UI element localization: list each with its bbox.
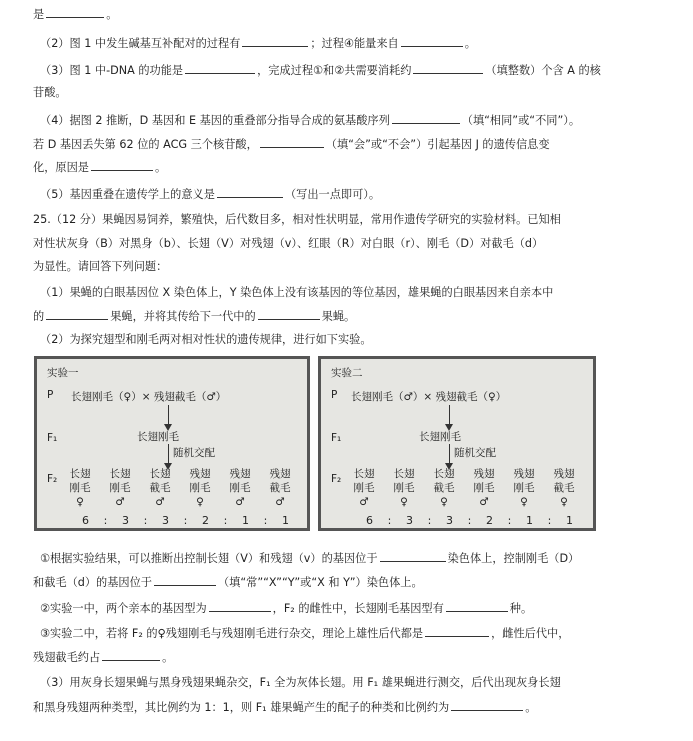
ratio-separator: : <box>547 514 553 527</box>
f2-phenotype-column <box>431 467 457 509</box>
text-line: 残翅截毛约占 。 <box>33 651 174 664</box>
sex-symbol: ♀ <box>400 496 408 508</box>
trait-label: 截毛 <box>553 482 575 494</box>
f2-phenotype-column <box>351 467 377 509</box>
answer-blank[interactable] <box>413 62 483 74</box>
text-line: ①根据实验结果，可以推断出控制长翅（V）和残翅（v）的基因位于 染色体上，控制刚毛（D） <box>40 552 580 565</box>
panel-title: 实验二 <box>331 367 363 379</box>
trait-label: 刚毛 <box>393 482 415 494</box>
text-line: （2）图 1 中发生碱基互补配对的过程有 ；过程④能量来自 。 <box>40 37 476 50</box>
row-label-f1: F₁ <box>331 432 342 444</box>
sex-symbol: ♀ <box>520 496 528 508</box>
text-line: （5）基因重叠在遗传学上的意义是 （写出一点即可）。 <box>40 188 381 201</box>
sex-symbol: ♂ <box>479 496 489 508</box>
answer-blank[interactable] <box>260 136 324 148</box>
f1-phenotype: 长翅刚毛 <box>137 431 179 443</box>
trait-label: 长翅 <box>353 468 375 480</box>
ratio-separator: : <box>103 514 109 527</box>
mating-label: 随机交配 <box>454 447 496 459</box>
f2-phenotype-column <box>147 467 173 509</box>
down-arrow-icon <box>168 405 169 425</box>
row-label-p: P <box>47 389 54 401</box>
ratio-value: 3 <box>406 514 414 527</box>
ratio-separator: : <box>263 514 269 527</box>
ratio-value: 1 <box>526 514 534 527</box>
f2-phenotype-column <box>551 467 577 509</box>
f2-phenotype-column <box>471 467 497 509</box>
ratio-value: 1 <box>282 514 290 527</box>
trait-label: 长翅 <box>109 468 131 480</box>
answer-blank[interactable] <box>91 159 153 171</box>
text-line: 和截毛（d）的基因位于 （填“常”“X”“Y”或“X 和 Y”）染色体上。 <box>33 576 423 589</box>
ratio-separator: : <box>143 514 149 527</box>
answer-blank[interactable] <box>102 649 160 661</box>
trait-label: 刚毛 <box>513 482 535 494</box>
text-line: 为显性。请回答下列问题： <box>33 260 168 273</box>
answer-blank[interactable] <box>242 35 308 47</box>
row-label-f2: F₂ <box>47 473 58 485</box>
experiment-2-panel <box>318 356 596 531</box>
ratio-value: 1 <box>242 514 250 527</box>
down-arrow-icon <box>168 444 169 464</box>
f2-phenotype-column <box>511 467 537 509</box>
answer-blank[interactable] <box>154 574 216 586</box>
experiment-1-panel <box>34 356 310 531</box>
trait-label: 残翅 <box>269 468 291 480</box>
text-line: ②实验一中，两个亲本的基因型为 ，F₂ 的雌性中，长翅刚毛基因型有 种。 <box>40 602 533 615</box>
ratio-value: 3 <box>122 514 130 527</box>
answer-blank[interactable] <box>258 308 320 320</box>
trait-label: 残翅 <box>229 468 251 480</box>
sex-symbol: ♂ <box>115 496 125 508</box>
answer-blank[interactable] <box>401 35 463 47</box>
mating-label: 随机交配 <box>173 447 215 459</box>
ratio-value: 2 <box>202 514 210 527</box>
parent-cross: 长翅刚毛（♂）× 残翅截毛（♀） <box>351 391 507 403</box>
f2-phenotype-column <box>187 467 213 509</box>
text-line: （3）图 1 中-DNA 的功能是 ，完成过程①和②共需要消耗约 （填整数）个含 A 的核 <box>40 64 601 77</box>
ratio-separator: : <box>427 514 433 527</box>
ratio-separator: : <box>467 514 473 527</box>
down-arrow-icon <box>449 405 450 425</box>
text-line: （2）为探究翅型和刚毛两对相对性状的遗传规律，进行如下实验。 <box>40 333 372 346</box>
f2-phenotype-column <box>267 467 293 509</box>
trait-label: 刚毛 <box>109 482 131 494</box>
f2-phenotype-column <box>67 467 93 509</box>
trait-label: 残翅 <box>189 468 211 480</box>
trait-label: 长翅 <box>433 468 455 480</box>
answer-blank[interactable] <box>380 550 446 562</box>
answer-blank[interactable] <box>451 699 523 711</box>
trait-label: 截毛 <box>149 482 171 494</box>
down-arrow-icon <box>449 444 450 464</box>
ratio-value: 2 <box>486 514 494 527</box>
trait-label: 刚毛 <box>189 482 211 494</box>
f2-phenotype-column <box>107 467 133 509</box>
trait-label: 刚毛 <box>69 482 91 494</box>
trait-label: 残翅 <box>473 468 495 480</box>
row-label-f2: F₂ <box>331 473 342 485</box>
answer-blank[interactable] <box>185 62 255 74</box>
text-line: ③实验二中，若将 F₂ 的♀残翅刚毛与残翅刚毛进行杂交，理论上雄性后代都是 ，雌性后代中， <box>40 627 570 640</box>
ratio-separator: : <box>387 514 393 527</box>
f2-phenotype-column <box>391 467 417 509</box>
row-label-p: P <box>331 389 338 401</box>
trait-label: 刚毛 <box>473 482 495 494</box>
text-line: （3）用灰身长翅果蝇与黑身残翅果蝇杂交，F₁ 全为灰体长翅。用 F₁ 雄果蝇进行测交，后代出现灰身长翅 <box>40 676 561 689</box>
trait-label: 截毛 <box>269 482 291 494</box>
f2-ratio <box>363 514 577 527</box>
answer-blank[interactable] <box>425 625 489 637</box>
trait-label: 长翅 <box>69 468 91 480</box>
ratio-separator: : <box>183 514 189 527</box>
ratio-value: 1 <box>566 514 574 527</box>
trait-label: 长翅 <box>149 468 171 480</box>
sex-symbol: ♂ <box>275 496 285 508</box>
ratio-separator: : <box>507 514 513 527</box>
text-line: （1）果蝇的白眼基因位 X 染色体上，Y 染色体上没有该基因的等位基因，雄果蝇的白眼基因来自亲本中 <box>40 286 554 299</box>
row-label-f1: F₁ <box>47 432 58 444</box>
text-line: 若 D 基因丢失第 62 位的 ACG 三个核苷酸， （填“会”或“不会”）引起基因 J 的遗传信息变 <box>33 138 550 151</box>
sex-symbol: ♀ <box>560 496 568 508</box>
ratio-separator: : <box>223 514 229 527</box>
sex-symbol: ♂ <box>359 496 369 508</box>
sex-symbol: ♂ <box>155 496 165 508</box>
panel-title: 实验一 <box>47 367 79 379</box>
text-line: （4）据图 2 推断，D 基因和 E 基因的重叠部分指导合成的氨基酸序列 （填“相同”或“不同”）。 <box>40 114 581 127</box>
answer-blank[interactable] <box>217 186 283 198</box>
trait-label: 长翅 <box>393 468 415 480</box>
answer-blank[interactable] <box>446 600 508 612</box>
answer-blank[interactable] <box>392 112 460 124</box>
trait-label: 刚毛 <box>353 482 375 494</box>
answer-blank[interactable] <box>209 600 271 612</box>
text-line: 对性状灰身（B）对黑身（b）、长翅（V）对残翅（v）、红眼（R）对白眼（r）、刚毛（D）对截毛（d） <box>33 237 544 250</box>
text-line: 是 。 <box>33 8 118 21</box>
text-line: 和黑身残翅两种类型，其比例约为 1：1，则 F₁ 雄果蝇产生的配子的种类和比例约为 。 <box>33 701 537 714</box>
f2-ratio <box>79 514 293 527</box>
ratio-value: 3 <box>446 514 454 527</box>
trait-label: 截毛 <box>433 482 455 494</box>
ratio-value: 6 <box>82 514 90 527</box>
trait-label: 刚毛 <box>229 482 251 494</box>
text-line: 苷酸。 <box>33 86 67 99</box>
text-line: 化，原因是 。 <box>33 161 167 174</box>
sex-symbol: ♂ <box>235 496 245 508</box>
trait-label: 残翅 <box>513 468 535 480</box>
sex-symbol: ♀ <box>196 496 204 508</box>
sex-symbol: ♀ <box>440 496 448 508</box>
trait-label: 残翅 <box>553 468 575 480</box>
ratio-value: 6 <box>366 514 374 527</box>
answer-blank[interactable] <box>46 308 108 320</box>
parent-cross: 长翅刚毛（♀）× 残翅截毛（♂） <box>71 391 227 403</box>
ratio-value: 3 <box>162 514 170 527</box>
question-25-stem: 25.（12 分）果蝇因易饲养，繁殖快，后代数目多，相对性状明显，常用作遗传学研究的实验材料。已知相 <box>33 213 561 226</box>
sex-symbol: ♀ <box>76 496 84 508</box>
text-line: 的 果蝇，并将其传给下一代中的 果蝇。 <box>33 310 356 323</box>
answer-blank[interactable] <box>46 6 104 18</box>
f1-phenotype: 长翅刚毛 <box>419 431 461 443</box>
f2-phenotype-column <box>227 467 253 509</box>
